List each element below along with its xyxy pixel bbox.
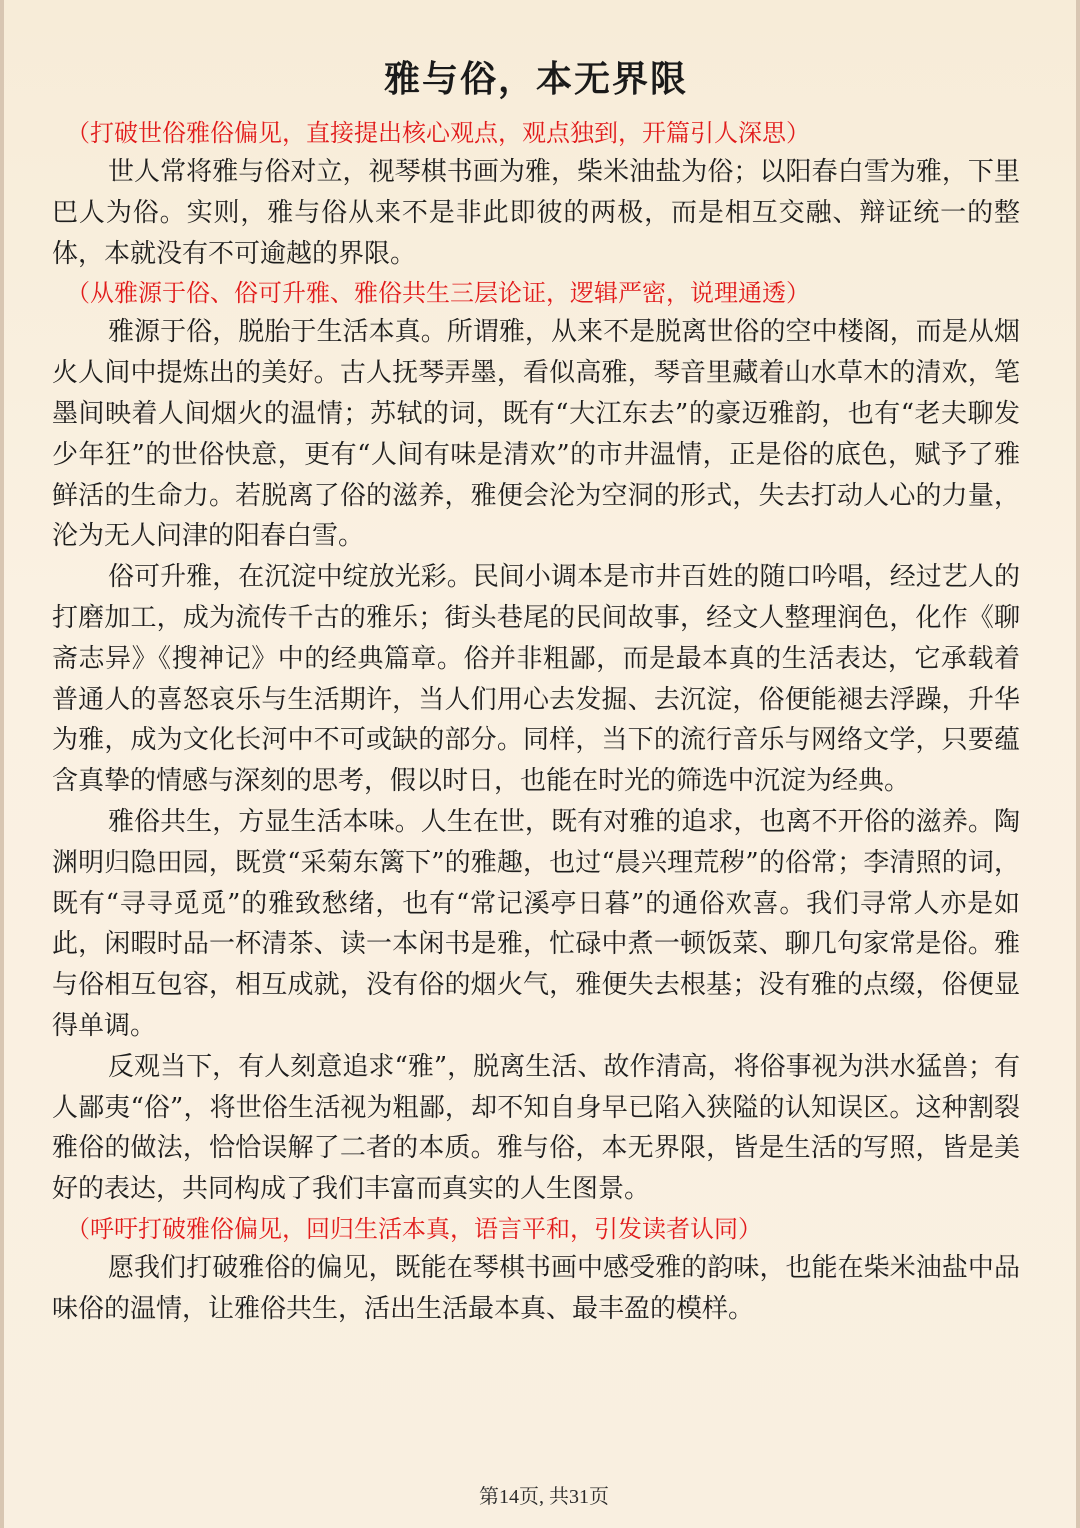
essay-title: 雅与俗，本无界限 [383, 58, 688, 100]
paragraph-su-to-ya: 俗可升雅，在沉淀中绽放光彩。民间小调本是市井百姓的随口吟唱，经过艺人的打磨加工，成为流传千古的雅乐；街头巷尾的民间故事，经文人整理润色，化作《聊斋志异》《搜神记》中的经典篇章。俗并非粗鄙，而是最本真的生活表达，它承载着普通人的喜怒哀乐与生活期许，当人们用心去发掘、去沉淀，俗便能褪去浮躁，升华为雅，成为文化长河中不可或缺的部分。同样，当下的流行音乐与网络文学，只要蕴含真挚的情感与深刻的思考，假以时日，也能在时光的筛选中沉淀为经典。 [52, 562, 1020, 797]
annotation-conclusion: （呼吁打破雅俗偏见，回归生活本真，语言平和，引发读者认同） [66, 1214, 762, 1243]
paragraph-conclusion: 愿我们打破雅俗的偏见，既能在琴棋书画中感受雅的韵味，也能在柴米油盐中品味俗的温情，让雅俗共生，活出生活最本真、最丰盈的模样。 [52, 1252, 1020, 1324]
annotation-intro: （打破世俗雅俗偏见，直接提出核心观点，观点独到，开篇引人深思） [66, 119, 810, 147]
document-body [52, 50, 1020, 1330]
paragraph-coexistence: 雅俗共生，方显生活本味。人生在世，既有对雅的追求，也离不开俗的滋养。陶渊明归隐田园，既赏“采菊东篱下”的雅趣，也过“晨兴理荒秽”的俗常；李清照的词，既有“寻寻觅觅”的雅致愁绪，也有“常记溪亭日暮”的通俗欢喜。我们寻常人亦是如此，闲暇时品一杯清茶、读一本闲书是雅，忙碌中煮一顿饭菜、聊几句家常是俗。雅与俗相互包容，相互成就，没有俗的烟火气，雅便失去根基；没有雅的点缀，俗便显得单调。 [52, 806, 1020, 1041]
paragraph-reflection: 反观当下，有人刻意追求“雅”，脱离生活、故作清高，将俗事视为洪水猛兽；有人鄙夷“俗”，将世俗生活视为粗鄙，却不知自身早已陷入狭隘的认知误区。这种割裂雅俗的做法，恰恰误解了二者的本质。雅与俗，本无界限，皆是生活的写照，皆是美好的表达，共同构成了我们丰富而真实的人生图景。 [52, 1051, 1020, 1205]
annotation-body: （从雅源于俗、俗可升雅、雅俗共生三层论证，逻辑严密，说理通透） [66, 279, 810, 308]
page-number: 第14页, 共31页 [479, 1486, 609, 1508]
paragraph-ya-from-su: 雅源于俗，脱胎于生活本真。所谓雅，从来不是脱离世俗的空中楼阁，而是从烟火人间中提炼出的美好。古人抚琴弄墨，看似高雅，琴音里藏着山水草木的清欢，笔墨间映着人间烟火的温情；苏轼的词，既有“大江东去”的豪迈雅韵，也有“老夫聊发少年狂”的世俗快意，更有“人间有味是清欢”的市井温情，正是俗的底色，赋予了雅鲜活的生命力。若脱离了俗的滋养，雅便会沦为空洞的形式，失去打动人心的力量，沦为无人问津的阳春白雪。 [52, 317, 1020, 552]
paragraph-intro: 世人常将雅与俗对立，视琴棋书画为雅，柴米油盐为俗；以阳春白雪为雅，下里巴人为俗。实则，雅与俗从来不是非此即彼的两极，而是相互交融、辩证统一的整体，本就没有不可逾越的界限。 [52, 157, 1020, 269]
